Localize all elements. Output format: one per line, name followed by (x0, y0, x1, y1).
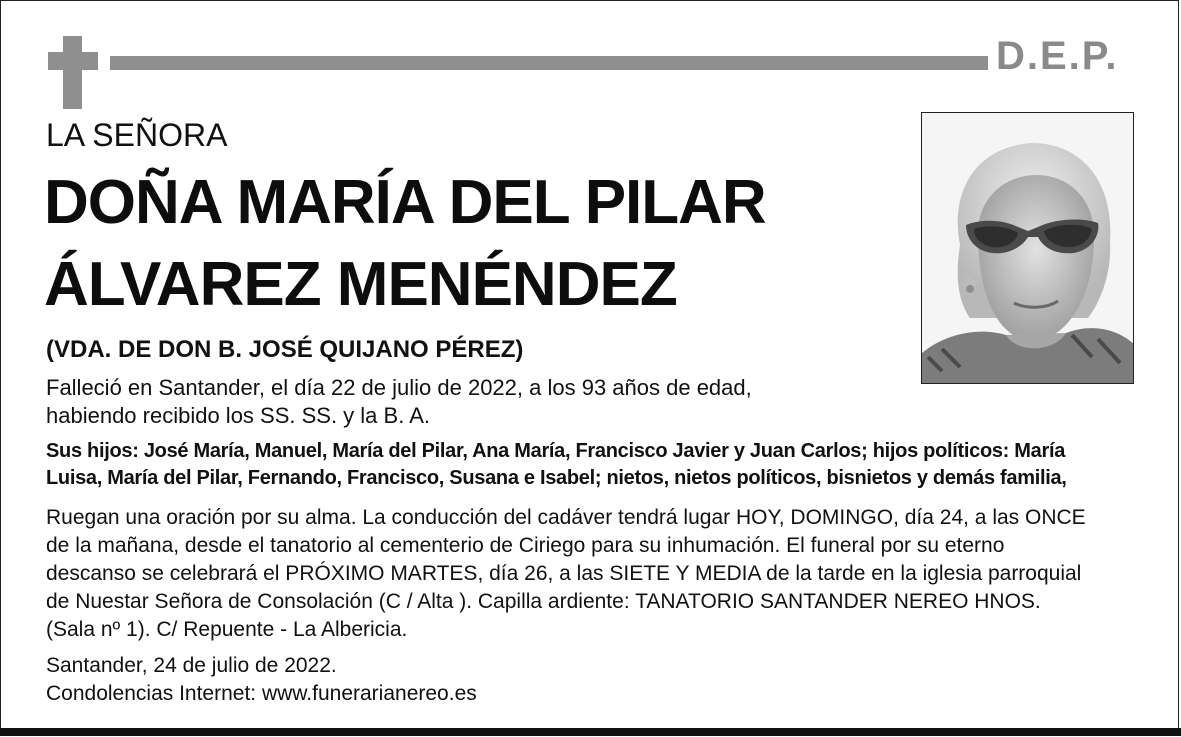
ceremony-line-2: de la mañana, desde el tanatorio al cementerio de Ciriego para su inhumación. El funeral por su eterno (46, 534, 1005, 557)
ceremony-line-1: Ruegan una oración por su alma. La conducción del cadáver tendrá lugar HOY, DOMINGO, día 24, a las ONCE (46, 506, 1086, 529)
death-notice-line-1: Falleció en Santander, el día 22 de julio de 2022, a los 93 años de edad, (46, 375, 752, 400)
ceremony-line-5: (Sala nº 1). C/ Repuente - La Albericia. (46, 618, 408, 641)
family-line-2: Luisa, María del Pilar, Fernando, Francisco, Susana e Isabel; nietos, nietos políticos, bisnietos y demás familia, (46, 467, 1067, 489)
place-date: Santander, 24 de julio de 2022. (46, 654, 337, 677)
condolences-line: Condolencias Internet: www.funerarianereo.es (46, 682, 477, 705)
cross-vertical-bar (63, 36, 82, 109)
header-rule (110, 56, 988, 70)
bottom-rule (0, 728, 1181, 736)
dep-label: D.E.P. (996, 34, 1119, 78)
portrait-photo (921, 112, 1134, 384)
deceased-name-line-2: ÁLVAREZ MENÉNDEZ (44, 250, 677, 319)
cross-horizontal-bar (48, 52, 98, 70)
portrait-illustration (922, 113, 1134, 384)
ceremony-line-3: descanso se celebrará el PRÓXIMO MARTES, día 26, a las SIETE Y MEDIA de la tarde en la iglesia parroquial (46, 562, 1082, 585)
widow-line: (VDA. DE DON B. JOSÉ QUIJANO PÉREZ) (46, 336, 524, 363)
salutation: LA SEÑORA (46, 117, 228, 153)
death-notice-line-2: habiendo recibido los SS. SS. y la B. A. (46, 403, 431, 428)
family-line-1: Sus hijos: José María, Manuel, María del Pilar, Ana María, Francisco Javier y Juan Carlos; hijos políticos: María (46, 440, 1066, 462)
ceremony-line-4: de Nuestar Señora de Consolación (C / Alta ). Capilla ardiente: TANATORIO SANTANDER NEREO HNOS. (46, 590, 1041, 613)
deceased-name-line-1: DOÑA MARÍA DEL PILAR (44, 168, 766, 237)
